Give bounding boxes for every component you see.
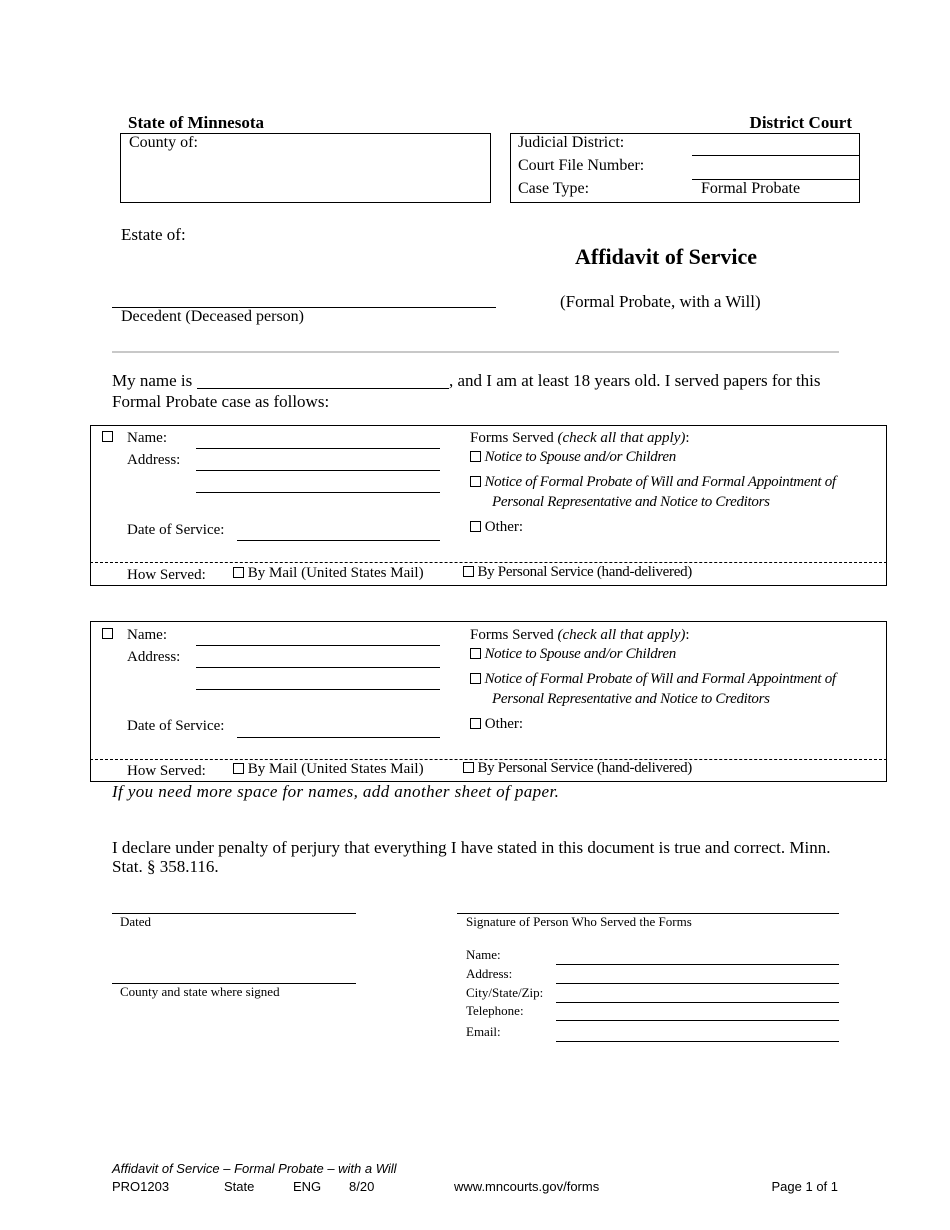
county-label: County of: [129, 134, 198, 151]
intro-suffix: , and I am at least 18 years old. I served papers for this [449, 371, 821, 390]
declaration-line2: Stat. § 358.116. [112, 857, 219, 876]
option-other[interactable] [470, 716, 523, 733]
dated-label: Dated [120, 914, 152, 929]
option-label: Notice of Formal Probate of Will and Formal Appointment of [484, 474, 836, 490]
signer-name-field[interactable] [556, 964, 839, 965]
decedent-label: Decedent (Deceased person) [121, 308, 305, 325]
case-type-label: Case Type: [518, 180, 590, 197]
court-file-label: Court File Number: [518, 157, 645, 174]
recipient-checkbox[interactable] [102, 628, 113, 639]
name-field[interactable] [196, 448, 440, 449]
how-served-label: How Served: [127, 567, 206, 583]
footer-date: 8/20 [349, 1179, 375, 1194]
option-by-personal[interactable] [463, 760, 692, 777]
checkbox[interactable] [470, 521, 481, 532]
my-name-field[interactable] [197, 388, 449, 389]
colon: : [685, 627, 690, 643]
signer-city-label: City/State/Zip: [466, 985, 544, 1000]
date-of-service-field[interactable] [237, 737, 440, 738]
option-label: Notice of Formal Probate of Will and Formal Appointment of [484, 671, 836, 687]
signer-city-field[interactable] [556, 1002, 839, 1003]
more-space-note: If you need more space for names, add another sheet of paper. [112, 782, 560, 801]
case-type-value: Formal Probate [701, 180, 801, 197]
option-label: Notice to Spouse and/or Children [484, 449, 676, 465]
date-of-service-field[interactable] [237, 540, 440, 541]
forms-served-heading [470, 627, 690, 644]
how-served-label: How Served: [127, 763, 206, 779]
colon: : [685, 430, 690, 446]
signer-telephone-label: Telephone: [466, 1003, 524, 1018]
footer-state: State [224, 1179, 255, 1194]
signer-address-field[interactable] [556, 983, 839, 984]
address-field-2[interactable] [196, 689, 440, 690]
checkbox[interactable] [470, 718, 481, 729]
signer-address-label: Address: [466, 966, 513, 981]
recipient-checkbox[interactable] [102, 431, 113, 442]
address-field-2[interactable] [196, 492, 440, 493]
state-title: State of Minnesota [128, 113, 264, 132]
declaration-line1: I declare under penalty of perjury that everything I have stated in this document is true and correct. Minn. [112, 838, 831, 857]
option-label-cont: Personal Representative and Notice to Creditors [492, 494, 770, 510]
option-notice-probate[interactable] [470, 671, 836, 688]
check-all-note: (check all that apply) [557, 430, 686, 446]
intro-line2: Formal Probate case as follows: [112, 392, 330, 411]
checkbox[interactable] [470, 476, 481, 487]
name-label: Name: [127, 430, 167, 446]
footer-form-number: PRO1203 [112, 1179, 170, 1194]
page-title: Affidavit of Service [575, 244, 758, 269]
checkbox[interactable] [470, 451, 481, 462]
county-state-label: County and state where signed [120, 984, 280, 999]
option-label: By Mail (United States Mail) [247, 761, 424, 777]
date-of-service-label: Date of Service: [127, 718, 225, 734]
option-notice-spouse[interactable] [470, 646, 676, 663]
footer-url[interactable]: www.mncourts.gov/forms [454, 1179, 600, 1194]
address-field-1[interactable] [196, 470, 440, 471]
option-notice-probate[interactable] [470, 474, 836, 491]
checkbox[interactable] [463, 566, 474, 577]
date-of-service-label: Date of Service: [127, 522, 225, 538]
address-label: Address: [127, 452, 181, 468]
dashed-divider [90, 562, 887, 563]
court-title: District Court [749, 113, 852, 132]
checkbox[interactable] [470, 673, 481, 684]
signer-name-label: Name: [466, 947, 501, 962]
signer-email-label: Email: [466, 1024, 501, 1039]
page-subtitle: (Formal Probate, with a Will) [560, 292, 761, 311]
option-label: Notice to Spouse and/or Children [484, 646, 676, 662]
option-by-personal[interactable] [463, 564, 692, 581]
checkbox[interactable] [470, 648, 481, 659]
judicial-district-label: Judicial District: [518, 134, 625, 151]
footer-language: ENG [293, 1179, 322, 1194]
option-by-mail[interactable] [233, 761, 424, 778]
option-label: Other: [484, 716, 524, 732]
checkbox[interactable] [233, 567, 244, 578]
option-label: Other: [484, 519, 524, 535]
address-label: Address: [127, 649, 181, 665]
footer-title: Affidavit of Service – Formal Probate – with a Will [112, 1161, 397, 1176]
option-other[interactable] [470, 519, 523, 536]
signer-telephone-field[interactable] [556, 1020, 839, 1021]
option-label-cont: Personal Representative and Notice to Creditors [492, 691, 770, 707]
option-by-mail[interactable] [233, 565, 424, 582]
checkbox[interactable] [233, 763, 244, 774]
estate-label: Estate of: [121, 225, 186, 244]
option-label: By Personal Service (hand-delivered) [477, 760, 692, 776]
footer-page-number: Page 1 of 1 [771, 1179, 838, 1194]
signature-label: Signature of Person Who Served the Forms [466, 914, 692, 929]
address-field-1[interactable] [196, 667, 440, 668]
check-all-note: (check all that apply) [557, 627, 686, 643]
option-notice-spouse[interactable] [470, 449, 676, 466]
section-divider [112, 351, 839, 353]
name-label: Name: [127, 627, 167, 643]
judicial-district-field[interactable] [692, 155, 860, 156]
forms-served-label: Forms Served [470, 430, 554, 446]
option-label: By Mail (United States Mail) [247, 565, 424, 581]
checkbox[interactable] [463, 762, 474, 773]
forms-served-label: Forms Served [470, 627, 554, 643]
forms-served-heading [470, 430, 690, 447]
option-label: By Personal Service (hand-delivered) [477, 564, 692, 580]
name-field[interactable] [196, 645, 440, 646]
signer-email-field[interactable] [556, 1041, 839, 1042]
intro-prefix: My name is [112, 371, 193, 390]
